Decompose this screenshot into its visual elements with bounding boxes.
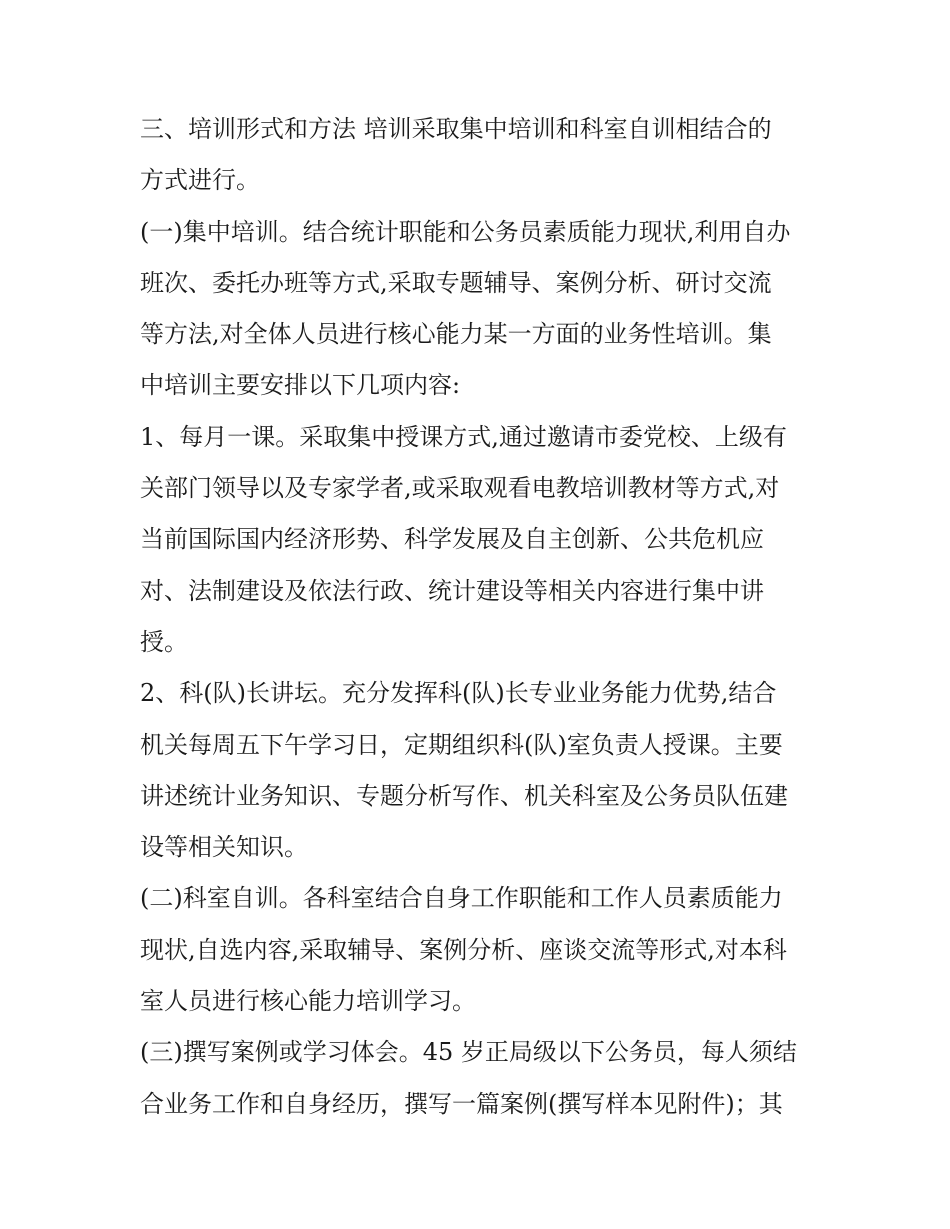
text-line: 授。 [140, 627, 188, 656]
text-line: (三)撰写案例或学习体会。45 岁正局级以下公务员，每人须结 [140, 1038, 797, 1067]
text-line: 讲述统计业务知识、专题分析写作、机关科室及公务员队伍建 [140, 781, 788, 810]
text-line: 关部门领导以及专家学者,或采取观看电教培训教材等方式,对 [140, 474, 780, 503]
text-line: 现状,自选内容,采取辅导、案例分析、座谈交流等形式,对本科 [140, 935, 787, 964]
text-line: 机关每周五下午学习日，定期组织科(队)室负责人授课。主要 [140, 730, 783, 759]
text-line: 设等相关知识。 [140, 833, 308, 862]
text-line: 室人员进行核心能力培训学习。 [140, 987, 476, 1016]
text-line: 三、培训形式和方法 培训采取集中培训和科室自训相结合的 [140, 115, 772, 143]
text-line: 对、法制建设及依法行政、统计建设等相关内容进行集中讲 [140, 576, 764, 605]
text-line: (一)集中培训。结合统计职能和公务员素质能力现状,利用自办 [140, 217, 791, 246]
document-body [140, 104, 820, 1130]
text-line: 班次、委托办班等方式,采取专题辅导、案例分析、研讨交流 [140, 268, 772, 297]
text-line: 当前国际国内经济形势、科学发展及自主创新、公共危机应 [140, 525, 764, 554]
text-line: (二)科室自训。各科室结合自身工作职能和工作人员素质能力 [140, 884, 783, 913]
text-line: 等方法,对全体人员进行核心能力某一方面的业务性培训。集 [140, 320, 772, 349]
text-line: 2、科(队)长讲坛。充分发挥科(队)长专业业务能力优势,结合 [140, 679, 777, 708]
text-line: 1、每月一课。采取集中授课方式,通过邀请市委党校、上级有 [140, 422, 787, 451]
text-line: 方式进行。 [140, 166, 260, 195]
text-line: 合业务工作和自身经历，撰写一篇案例(撰写样本见附件)；其 [140, 1089, 783, 1118]
text-line: 中培训主要安排以下几项内容: [140, 371, 461, 400]
